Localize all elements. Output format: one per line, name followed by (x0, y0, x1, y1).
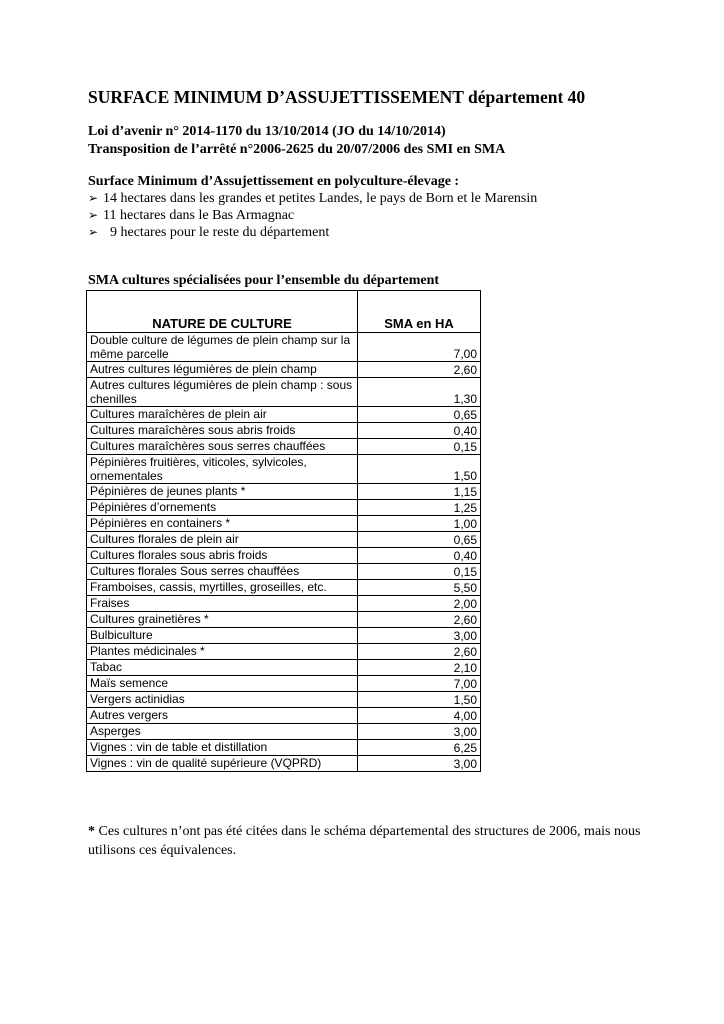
culture-name-cell: Cultures maraîchères sous abris froids (87, 423, 358, 439)
sma-value-cell: 2,10 (358, 660, 481, 676)
arrow-bullet-icon: ➢ (88, 225, 99, 239)
table-header-row (87, 291, 481, 333)
law-line-2: Transposition de l’arrêté n°2006-2625 du 20/07/2006 des SMI en SMA (88, 142, 506, 157)
table-row (87, 362, 481, 378)
bullet-text: 14 hectares dans les grandes et petites Landes, le pays de Born et le Marensin (103, 191, 538, 206)
table-row (87, 516, 481, 532)
table-row (87, 756, 481, 772)
table-row (87, 644, 481, 660)
sma-polyculture-heading: Surface Minimum d’Assujettissement en polyculture-élevage : (88, 174, 460, 189)
culture-name-cell: Autres cultures légumières de plein champ (87, 362, 358, 378)
sma-value-cell: 1,00 (358, 516, 481, 532)
sma-value-cell: 0,65 (358, 407, 481, 423)
table-row (87, 596, 481, 612)
law-line-1: Loi d’avenir n° 2014-1170 du 13/10/2014 (JO du 14/10/2014) (88, 124, 446, 139)
footnote-star: * (88, 824, 95, 839)
sma-value-cell: 7,00 (358, 676, 481, 692)
table-row (87, 548, 481, 564)
page-title: SURFACE MINIMUM D’ASSUJETTISSEMENT département 40 (88, 87, 586, 107)
culture-name-cell: Asperges (87, 724, 358, 740)
sma-value-cell: 3,00 (358, 756, 481, 772)
arrow-bullet-icon: ➢ (88, 191, 99, 205)
bullet-text: 11 hectares dans le Bas Armagnac (103, 208, 295, 223)
culture-name-cell: Cultures florales Sous serres chauffées (87, 564, 358, 580)
culture-table (86, 290, 481, 772)
sma-value-cell: 1,50 (358, 455, 481, 484)
culture-name-cell: Cultures maraîchères de plein air (87, 407, 358, 423)
culture-name-cell: Pépinières fruitières, viticoles, sylvicoles, ornementales (87, 455, 358, 484)
table-row (87, 407, 481, 423)
column-header-sma: SMA en HA (358, 291, 481, 333)
arrow-bullet-icon: ➢ (88, 208, 99, 222)
table-row (87, 333, 481, 362)
table-heading: SMA cultures spécialisées pour l’ensemble du département (88, 273, 440, 288)
sma-value-cell: 4,00 (358, 708, 481, 724)
table-row (87, 500, 481, 516)
sma-polyculture-section (88, 173, 537, 241)
sma-value-cell: 1,15 (358, 484, 481, 500)
sma-value-cell: 1,50 (358, 692, 481, 708)
sma-value-cell: 2,60 (358, 644, 481, 660)
sma-value-cell: 2,60 (358, 362, 481, 378)
table-row (87, 564, 481, 580)
table-row (87, 708, 481, 724)
culture-name-cell: Tabac (87, 660, 358, 676)
culture-name-cell: Pépinières d’ornements (87, 500, 358, 516)
culture-name-cell: Cultures florales de plein air (87, 532, 358, 548)
culture-name-cell: Pépinières en containers * (87, 516, 358, 532)
table-row (87, 740, 481, 756)
table-row (87, 676, 481, 692)
bullet-item (88, 207, 537, 224)
table-row (87, 580, 481, 596)
bullet-item (88, 224, 537, 241)
sma-value-cell: 2,60 (358, 612, 481, 628)
table-row (87, 612, 481, 628)
sma-value-cell: 0,65 (358, 532, 481, 548)
sma-value-cell: 3,00 (358, 724, 481, 740)
culture-name-cell: Plantes médicinales * (87, 644, 358, 660)
sma-value-cell: 1,30 (358, 378, 481, 407)
sma-value-cell: 1,25 (358, 500, 481, 516)
culture-name-cell: Cultures grainetières * (87, 612, 358, 628)
law-reference (88, 123, 505, 159)
table-row (87, 455, 481, 484)
table-row (87, 423, 481, 439)
table-row (87, 439, 481, 455)
sma-value-cell: 0,15 (358, 439, 481, 455)
sma-value-cell: 2,00 (358, 596, 481, 612)
culture-name-cell: Framboises, cassis, myrtilles, groseilles, etc. (87, 580, 358, 596)
culture-name-cell: Vignes : vin de qualité supérieure (VQPRD) (87, 756, 358, 772)
sma-value-cell: 0,15 (358, 564, 481, 580)
footnote (88, 822, 648, 860)
table-row (87, 724, 481, 740)
column-header-culture: NATURE DE CULTURE (87, 291, 358, 333)
sma-value-cell: 5,50 (358, 580, 481, 596)
table-row (87, 378, 481, 407)
culture-name-cell: Pépinières de jeunes plants * (87, 484, 358, 500)
sma-value-cell: 3,00 (358, 628, 481, 644)
table-row (87, 692, 481, 708)
sma-value-cell: 0,40 (358, 423, 481, 439)
culture-name-cell: Double culture de légumes de plein champ sur la même parcelle (87, 333, 358, 362)
culture-name-cell: Vergers actinidias (87, 692, 358, 708)
bullet-item (88, 190, 537, 207)
table-row (87, 532, 481, 548)
table-row (87, 628, 481, 644)
sma-value-cell: 0,40 (358, 548, 481, 564)
table-row (87, 484, 481, 500)
culture-name-cell: Cultures maraîchères sous serres chauffées (87, 439, 358, 455)
table-row (87, 660, 481, 676)
culture-name-cell: Maïs semence (87, 676, 358, 692)
bullet-text: 9 hectares pour le reste du département (110, 225, 330, 240)
sma-value-cell: 7,00 (358, 333, 481, 362)
culture-name-cell: Vignes : vin de table et distillation (87, 740, 358, 756)
footnote-text: Ces cultures n’ont pas été citées dans le schéma départemental des structures de 2006, mais nous utilisons ces équivalences. (88, 824, 641, 858)
culture-name-cell: Cultures florales sous abris froids (87, 548, 358, 564)
sma-value-cell: 6,25 (358, 740, 481, 756)
culture-name-cell: Autres vergers (87, 708, 358, 724)
culture-name-cell: Bulbiculture (87, 628, 358, 644)
culture-name-cell: Autres cultures légumières de plein champ : sous chenilles (87, 378, 358, 407)
culture-name-cell: Fraises (87, 596, 358, 612)
